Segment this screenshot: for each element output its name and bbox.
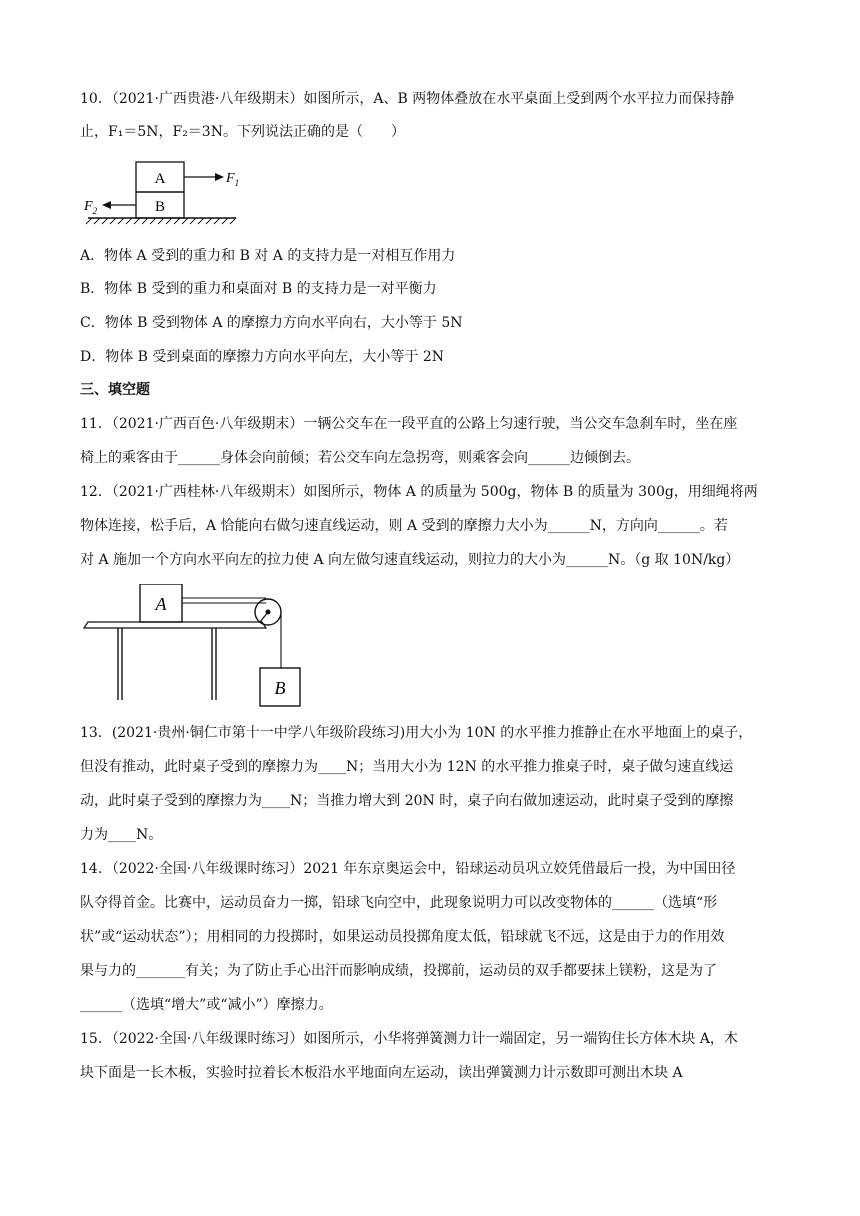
q10-option-b: B．物体 B 受到的重力和桌面对 B 的支持力是一对平衡力 <box>80 281 437 297</box>
q12-stem-line2: 物体连接，松手后，A 恰能向右做匀速直线运动，则 A 受到的摩擦力大小为______N，方向向______。若 <box>80 518 728 534</box>
q10-label-f2: $F_2$ <box>84 199 98 216</box>
q12-table-top <box>84 622 266 628</box>
q10-stem-line1: 10．（2021·广西贵港·八年级期末）如图所示，A、B 两物体叠放在水平桌面上受到两个水平拉力而保持静 <box>80 91 735 107</box>
q10-label-a: A <box>154 171 166 187</box>
q10-figure-stacked-blocks <box>80 156 250 226</box>
q10-arrowhead-f1 <box>215 173 224 181</box>
q10-ground-hatching <box>86 218 236 224</box>
q13-stem-line1: 13．(2021·贵州·铜仁市第十一中学八年级阶段练习)用大小为 10N 的水平推力推静止在水平地面上的桌子， <box>80 725 753 741</box>
q10-label-f1: $F_1$ <box>226 171 240 188</box>
q10-arrowhead-f2 <box>102 201 111 209</box>
q12-label-a: A <box>155 594 167 614</box>
q13-stem-line2: 但没有推动，此时桌子受到的摩擦力为____N；当用大小为 12N 的水平推力推桌子时，桌子做匀速直线运 <box>80 759 734 775</box>
q14-stem-line1: 14．（2022·全国·八年级课时练习）2021 年东京奥运会中，铅球运动员巩立姣凭借最后一投，为中国田径 <box>80 861 736 877</box>
q10-option-a: A．物体 A 受到的重力和 B 对 A 的支持力是一对相互作用力 <box>80 248 456 264</box>
q13-stem-line3: 动，此时桌子受到的摩擦力为____N；当推力增大到 20N 时，桌子向右做加速运动，此时桌子受到的摩擦 <box>80 793 734 809</box>
q10-option-d: D．物体 B 受到桌面的摩擦力方向水平向左，大小等于 2N <box>80 349 445 365</box>
q11-stem-line2: 椅上的乘客由于______身体会向前倾；若公交车向左急拐弯，则乘客会向______边倾倒去。 <box>80 450 640 466</box>
q15-stem-line1: 15．（2022·全国·八年级课时练习）如图所示，小华将弹簧测力计一端固定，另一端钩住长方体木块 A，木 <box>80 1031 738 1047</box>
q12-stem-line3: 对 A 施加一个方向水平向左的拉力使 A 向左做匀速直线运动，则拉力的大小为______N。（g 取 10N/kg） <box>80 552 740 568</box>
q12-stem-line1: 12．（2021·广西桂林·八年级期末）如图所示，物体 A 的质量为 500g，物体 B 的质量为 300g，用细绳将两 <box>80 484 758 500</box>
q10-option-c: C．物体 B 受到物体 A 的摩擦力方向水平向右，大小等于 5N <box>80 315 463 331</box>
q14-stem-line4: 果与力的_______有关；为了防止手心出汗而影响成绩，投掷前，运动员的双手都要抹上镁粉，这是为了 <box>80 963 717 979</box>
q13-stem-line4: 力为____N。 <box>80 827 163 843</box>
q10-stem-line2: 止，F₁＝5N，F₂＝3N。下列说法正确的是（ ） <box>80 124 405 140</box>
q14-stem-line5: ______（选填“增大”或“减小”）摩擦力。 <box>80 997 333 1013</box>
q12-pulley-bracket <box>260 612 268 622</box>
q15-stem-line2: 块下面是一长木板，实验时拉着长木板沿水平地面向左运动，读出弹簧测力计示数即可测出木块 A <box>80 1065 683 1081</box>
section-heading: 三、填空题 <box>80 382 150 398</box>
q10-label-b: B <box>154 199 166 215</box>
q12-figure-pulley-system <box>82 584 312 708</box>
q11-stem-line1: 11．（2021·广西百色·八年级期末）一辆公交车在一段平直的公路上匀速行驶，当公交车急刹车时，坐在座 <box>80 416 738 432</box>
q12-label-b: B <box>274 678 286 698</box>
q14-stem-line2: 队夺得首金。比赛中，运动员奋力一掷，铅球飞向空中，此现象说明力可以改变物体的______（选填“形 <box>80 895 718 911</box>
q14-stem-line3: 状”或“运动状态”）；用相同的力投掷时，如果运动员投掷角度太低，铅球就飞不远，这是由于力的作用效 <box>80 929 725 945</box>
